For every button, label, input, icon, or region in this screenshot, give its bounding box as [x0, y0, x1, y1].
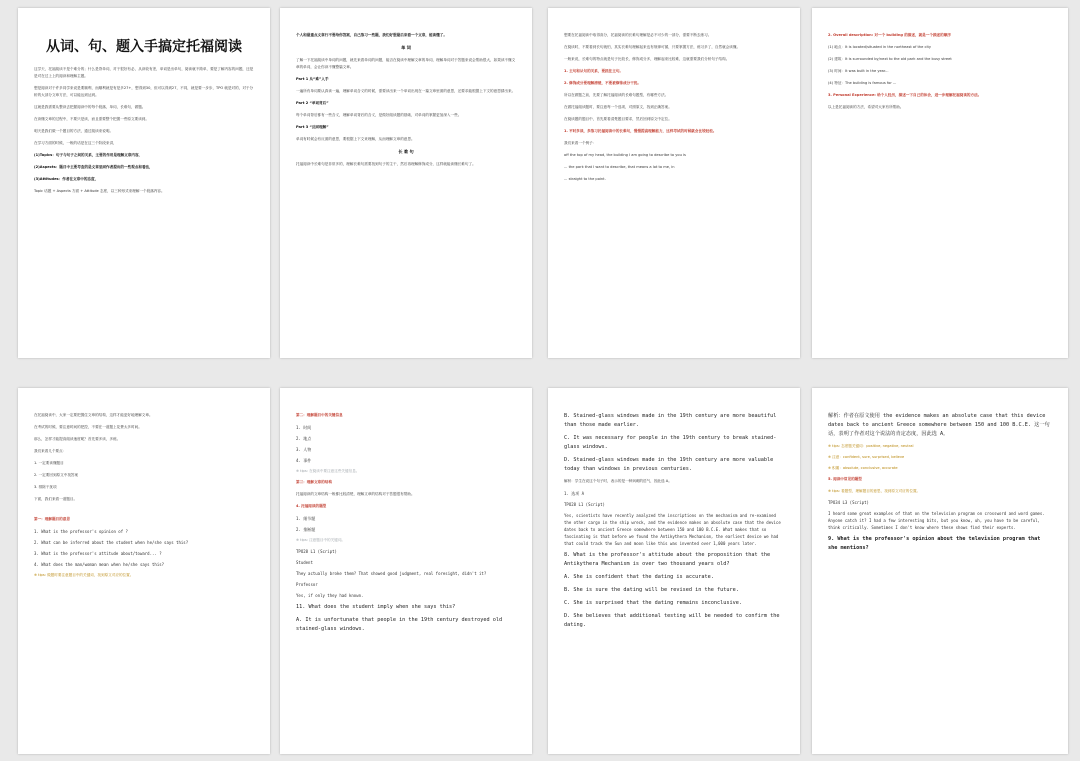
part-heading: Part 2 “单词背后”	[296, 101, 329, 105]
paragraph: 一般来说，长难句的特点就是句子比较长，修饰成分多，理解起来比较难，这就需要我们分析句子结构。	[564, 57, 730, 61]
highlight-heading: 第二：理解题目中的关键信息	[296, 413, 343, 417]
script-text: Yes, scientists have recently analyzed the inscriptions on the mechanism and re-examined the other cargo in the ship wreck, and the evidence makes an absolute case that the device dates back to ancient Greece somewhere between 150 and 100 B.C.E. What makes that so fascinating is that before we found the Antikythera Mechanism, the earliest device we had that could track the Sun and moon like this was invented over 1,000 years later.	[564, 513, 781, 546]
paragraph: 托福阅读中长难句是非常多的，理解长难句需要找到句子的主干，然后再理解修饰成分，这样就能读懂长难句了。	[296, 162, 476, 166]
question-line: 3. What is the professor's attitude about/toward... ?	[34, 551, 162, 556]
highlight-heading: 5. 阅读中常见的题型	[828, 477, 862, 481]
answer-option: D. She believes that additional testing will be needed to confirm the dating.	[564, 613, 780, 628]
document-page-4	[812, 8, 1068, 358]
list-item: 2. 一定要回到原文中找答案	[34, 473, 79, 477]
paragraph: 托福阅读的文章结构一般都比较清楚，理解文章的结构对于答题很有帮助。	[296, 492, 415, 496]
document-page-8	[812, 388, 1068, 754]
tip-note: ※ tips: 态度题关键词：positive, negative, neutral	[828, 444, 914, 448]
highlight-heading: 第三：理解文章的结构	[296, 480, 332, 484]
paragraph: 想要在托福阅读中取得高分，托福阅读的长难句理解是必不可少的一部分，需要不断去练习。	[564, 33, 712, 37]
highlight-line: 1. 主句和从句的关系，要抓住主句。	[564, 69, 624, 73]
script-label: TPO28 L1 (Script)	[296, 549, 337, 554]
list-item: 3. 排除干扰项	[34, 485, 57, 489]
page-title: 从词、句、题入手搞定托福阅读	[46, 39, 242, 55]
tip-note: ※ tips: 做题时要注意题目中的关键词，找到原文对应的位置。	[34, 573, 134, 577]
paragraph: 每个单词背后都有一些含义，理解单词背后的含义，是做好阅读题的基础，对单词的掌握更加深入一些。	[296, 113, 462, 117]
paragraph: 那么，怎样才能提高阅读速度呢？首先要多读，多练。	[34, 437, 121, 441]
answer-option: D. Stained-glass windows made in the 19th century are more valuable today than windows in previous centuries.	[564, 457, 774, 472]
tip-note: ※ tips: 在阅读中要注意这些关键信息。	[296, 469, 360, 473]
paragraph: 在托福阅读中，大家一定要把握住文章的结构，这样才能更好地理解文章。	[34, 413, 153, 417]
analysis-paragraph: 解析：作者在原文使用 the evidence makes an absolute case that this device dates back to ancient Greece somewhere between 150 and 100 B.C.E. 这一句话，表明了作者对这个说法的肯定态度，因此选 A。	[828, 413, 1050, 437]
highlight-heading: 2. Overall description: 对一个 building 的描述，就是一个描述的顺序	[828, 33, 951, 37]
answer-option: B. She is sure the dating will be revised in the future.	[564, 587, 739, 593]
paragraph: 在读懂文章的过程中，不要只是读，而且需要整个把握一些原文要读到。	[34, 117, 149, 121]
question-title: 11. What does the student imply when she says this?	[296, 604, 456, 610]
paragraph: 这学天，托福阅读不是个难分的；什么是背单词，对于很好有必，从读较有差，单词是出单句，阅读就不简单，要是了解内容的问题，还是是对在过上上的阅读和理解主题。	[34, 67, 254, 78]
dialog-line: Student	[296, 560, 313, 565]
list-item: (1) 地点：It is located/situated in the northeast of the city	[828, 45, 932, 49]
document-page-6	[280, 388, 532, 754]
script-label: TPO34 L3 (Script)	[828, 500, 869, 505]
paragraph: 以上是托福阅读的方法，希望对大家有所帮助。	[828, 105, 904, 109]
answer-option: C. It was necessary for people in the 19th century to break stained-glass windows.	[564, 435, 777, 450]
example-line: ... straight to the point.	[564, 177, 606, 181]
paragraph: 所以在做题之前，先要了解托福阅读的长难句题型，有哪些方法。	[564, 93, 669, 97]
paragraph: Topic 话题 + Aspects 方面 + Attitude 态度，以三种形式来理解一个段落内容。	[34, 189, 165, 193]
answer-option: C. She is surprised that the dating remains inconclusive.	[564, 600, 743, 606]
list-item: 1. 时间	[296, 425, 312, 430]
intro-paragraph: 个人和最重点文章行不要给你答案，自己练习一些题，我们好想最后来看一个文章，能读懂了。	[296, 33, 447, 37]
part-heading: Part 1 从“难”入手	[296, 77, 329, 81]
analysis-paragraph: 解析：学生在说这个句子时，表示的是一种讽刺的语气，因此选 A。	[564, 479, 672, 483]
answer-line: 1. 选项 A	[564, 491, 585, 496]
question-title: 8. What is the professor's attitude about the proposition that the Antikythera Mechanism is over two thousand years old?	[564, 552, 771, 567]
paragraph: 在学习方面的时候，一般的话是在这三个阶段来讲，	[34, 141, 117, 145]
document-page-2	[280, 8, 532, 358]
document-page-5	[18, 388, 270, 754]
question-line: 2. What can be inferred about the student when he/she says this?	[34, 540, 189, 545]
question-line: 1. What is the professor's opinion of ?	[34, 529, 128, 534]
list-item: (2) 建筑：It is surrounded by/next to the old park and the busy street	[828, 57, 952, 61]
script-text: I heard some great examples of that on the television program on crossword and word games. Anyone catch it? I had a few interesting bits, but you know, uh, you have to be careful, think critically. Sometimes I don't know where these shows find their experts.	[828, 511, 1045, 530]
list-item: (3) 时间：It was built in the year...	[828, 69, 889, 73]
highlight-line: 2. 修饰成分要理解清楚，不要被修饰成分干扰。	[564, 81, 641, 85]
highlight-heading: 第一：理解题目的意思	[34, 517, 70, 521]
paragraph: 一遍所有单词要认真读一遍，理解单词含义的时候，需要读出来一个单词出现在一篇文章里面的意思，还要求能根据上下文的意思猜出来。	[296, 89, 516, 93]
section-heading-sentences: 长 难 句	[398, 149, 414, 154]
paragraph: 下面，我们来看一道题目。	[34, 497, 78, 501]
dialog-line: They actually broke them? That showed good judgment, real foresight, didn't it?	[296, 571, 487, 576]
dialog-line: Professor	[296, 582, 318, 587]
paragraph: 想是阅读对于许多同学来说是要顺利，而顺利就是有是多27+，想得到30，但可以得到27，不同，就是要一步步，TPO 就是对的，对于分析的大部分文章方法，可以能达到达到。	[34, 86, 254, 97]
list-item: 2. 地点	[296, 436, 312, 441]
paragraph: 这就是我需要从整读去把握阅读中的每个段落，单词，长难句，做题。	[34, 105, 146, 109]
paragraph: 在考试的时候，要注意时间的把控，不要在一道题上花费太多时间。	[34, 425, 142, 429]
example-line: ... the park that I want to describe, that means a lot to me, in	[564, 165, 675, 169]
paragraph: 在阅读时，不要看到长句就怕，其实长难句理解起来也有规律可循，只要掌握方法，练习多了，自然就会读懂。	[564, 45, 741, 49]
highlight-line: 1. 平时多读，多练习托福阅读中的长难句，慢慢提高理解能力，这样考试的时候就会比较轻松。	[564, 129, 717, 133]
answer-option: A. It is unfortunate that people in the 19th century destroyed old stained-glass windows.	[296, 617, 503, 632]
paragraph: 明天是我们做一个题目的方法，通过阅读来说明。	[34, 129, 114, 133]
question-title: 9. What is the professor's opinion about the television program that she mentions?	[828, 536, 1041, 551]
tip-note: ※ 注意：confident, sure, surprised, believe	[828, 455, 905, 459]
list-item: 2. 推断题	[296, 527, 316, 532]
list-item: 4. 事件	[296, 458, 312, 463]
paragraph: 在做托福阅读题时，要注意每一个选项，对照原文，找到正确答案。	[564, 105, 672, 109]
paragraph: (3)Attitudes：作者在文章中的态度，	[34, 177, 99, 181]
document-page-1	[18, 8, 270, 358]
paragraph: 我们来看几个要点：	[34, 449, 67, 453]
highlight-heading: 3. Personal Experience: 给个人经历，描述一下自己的体会，进一步理解托福阅读的方法。	[828, 93, 982, 97]
script-label: TPO28 L1 (Script)	[564, 502, 605, 507]
example-line: 我们来看一个例子：	[564, 141, 597, 145]
answer-option: B. Stained-glass windows made in the 19th century are more beautiful than those made earlier.	[564, 413, 777, 428]
dialog-line: Yes, if only they had known.	[296, 593, 364, 598]
list-item: 1. 一定要读懂题目	[34, 461, 64, 465]
list-item: 3. 人物	[296, 447, 312, 452]
example-line: off the top of my head, the building I am going to describe to you is	[564, 153, 686, 157]
paragraph: 了解一下托福阅读中单词的问题，就先来看单词的问题，能否在阅读中理解文章的单词，理解单词对于答题来说会帮助很大，如果读不懂文章的单词，会让你读不懂整篇文章。	[296, 58, 516, 69]
document-page-3	[548, 8, 800, 358]
tip-note: ※ 积累：absolute, conclusive, accurate	[828, 466, 898, 470]
document-page-7	[548, 388, 800, 754]
list-item: 1. 细节题	[296, 516, 316, 521]
section-heading-words: 单 词	[401, 45, 411, 50]
tip-note: ※ tips: 看题型，理解题目的意思，找到原文对应的位置。	[828, 489, 921, 493]
question-line: 4. What does the man/woman mean when he/she says this?	[34, 562, 165, 567]
paragraph: (2)Aspects：题目中主要考查的是文章里面作者提出的一些观点和看法，	[34, 165, 153, 169]
highlight-heading: 4. 托福阅读的题型	[296, 504, 327, 508]
tip-note: ※ tips: 注意题目中的关键词。	[296, 538, 346, 542]
answer-option: A. She is confident that the dating is accurate.	[564, 574, 714, 580]
paragraph: (1)Topics：句子与句子之间的关系，主要的作用是理解文章内容，	[34, 153, 143, 157]
list-item: (4) 特征：The building is famous for ...	[828, 81, 897, 85]
part-heading: Part 3 “反面理解”	[296, 125, 329, 129]
paragraph: 单词有时候会有反面的意思，要根据上下文来理解，从而理解文章的意思。	[296, 137, 415, 141]
paragraph: 在阅读题的题目中，首先要看清楚题目要求，然后回到原文中定位。	[564, 117, 672, 121]
